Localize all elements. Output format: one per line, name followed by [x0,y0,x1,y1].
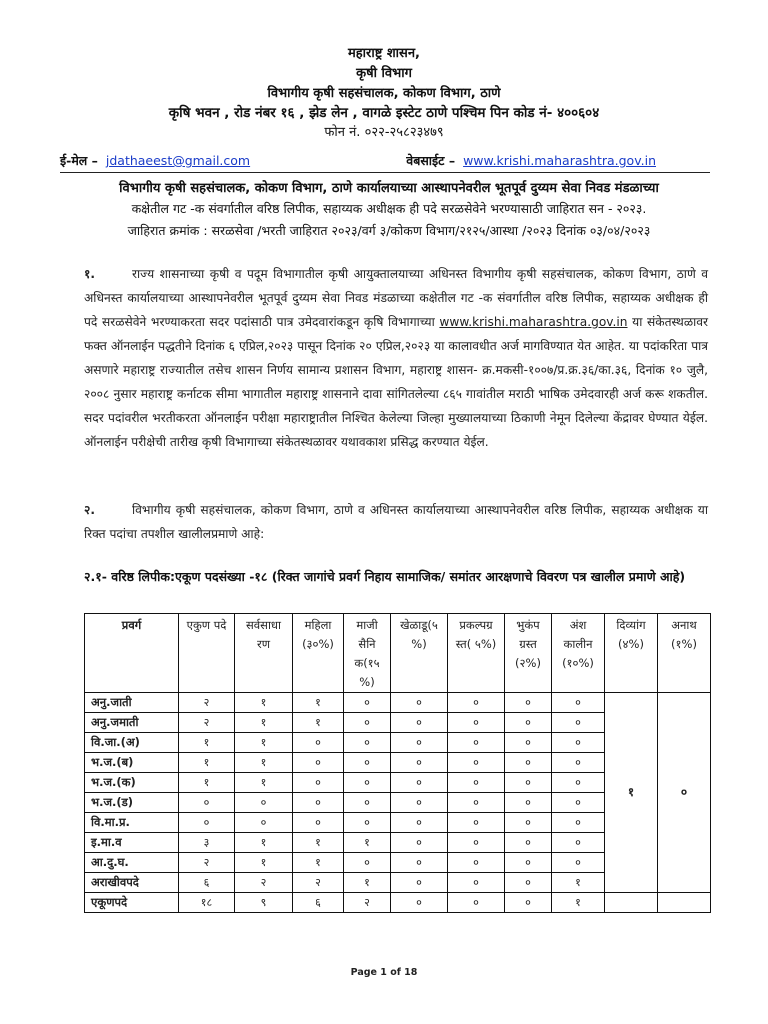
row-category: आ.दु.घ. [85,853,179,873]
cell: ० [448,893,505,913]
cell: ० [448,793,505,813]
cell: ० [344,693,391,713]
cell: ० [391,793,448,813]
cell: ० [391,893,448,913]
page-number: Page 1 of 18 [350,967,418,978]
cell: १८ [179,893,235,913]
cell: ० [391,733,448,753]
cell: ० [552,693,605,713]
col-header-total: एकुण पदे [179,614,235,693]
cell: १ [235,833,293,853]
cell: ० [391,693,448,713]
cell: २ [344,893,391,913]
cell: ० [344,733,391,753]
table-row [85,693,711,713]
header-department: कृषी विभाग [356,66,412,81]
cell: ० [448,753,505,773]
header-address: कृषि भवन , रोड नंबर १६ , झेड लेन , वागळे इस्टेट ठाणे पश्चिम पिन कोड नं- ४००६०४ [168,105,600,121]
cell: २ [179,713,235,733]
paragraph-1-number: १. [84,267,95,281]
cell: ० [391,813,448,833]
cell: १ [344,873,391,893]
email-label: ई-मेल – [60,153,98,168]
cell: १ [293,853,344,873]
cell: १ [293,713,344,733]
cell: ० [448,713,505,733]
reservation-table [84,613,711,913]
section-2-1-title: २.१- वरिष्ठ लिपीक:एकूण पदसंख्या -१८ (रिक्त जागांचे प्रवर्ग निहाय सामाजिक/ समांतर आरक्षणाचे विवरण पत्र खालील प्रमाणे आहे) [84,569,686,584]
cell: १ [552,873,605,893]
cell: ० [391,873,448,893]
row-category: अनु.जाती [85,693,179,713]
col-header-sports: खेळाडू(५ %) [391,614,448,693]
row-category: अनु.जमाती [85,713,179,733]
subject-line-1: विभागीय कृषी सहसंचालक, कोकण विभाग, ठाणे कार्यालयाच्या आस्थापनेवरील भूतपूर्व दुय्यम सेवा निवड मंडळाच्या [119,181,659,196]
paragraph-1-text-a: राज्य शासनाच्या कृषी व पदूम विभागातील कृषी आयुक्तालयाच्या अधिनस्त विभागीय कृषी सहसंचालक, कोकण विभाग, ठाणे व अधिनस्त कार्यालयाच्या आस्थापनेवरील भूतपूर्व दुय्यम सेवा निवड मंडळाच्या कक्षेतील गट -क संवर्गातील वरिष्ठ लिपीक, सहाय्यक अधीक्षक ही पदे सरळसेवेने भरण्याकरता सदर पदांसाठी पात्र उमेदवारांकडून कृषि विभागाच्या [84,267,708,329]
advertisement-number: जाहिरात क्रमांक : सरळसेवा /भरती जाहिरात २०२३/वर्ग ३/कोकण विभाग/२१२५/आस्था /२०२३ दिनांक ०३/०४/२०२३ [127,223,651,238]
cell: ० [293,753,344,773]
cell: ० [448,733,505,753]
cell: १ [344,833,391,853]
cell: ९ [235,893,293,913]
cell: ० [448,693,505,713]
cell: ० [552,713,605,733]
row-category: वि.जा.(अ) [85,733,179,753]
cell: २ [293,873,344,893]
cell: ० [179,793,235,813]
cell: ० [293,813,344,833]
col-header-ex-servicemen: माजी सैनि क(१५ %) [344,614,391,693]
paragraph-1-text-b: या संकेतस्थळावर फक्त ऑनलाईन पद्धतीने दिनांक ६ एप्रिल,२०२३ पासून दिनांक २० एप्रिल,२०२३ या कालावधीत अर्ज मागविण्यात येत आहेत. या पदांकरिता पात्र असणारे महाराष्ट्र राज्यातील तसेच शासन निर्णय सामान्य प्रशासन विभाग, महाराष्ट्र शासन- क्र.मकसी-१००७/प्र.क्र.३६/का.३६, दिनांक १० जुलै, २००८ नुसार महाराष्ट्र कर्नाटक सीमा भागातील महाराष्ट्र शासनाने दावा सांगितलेल्या ८६५ गावांतील मराठी भाषिक उमेदवारही अर्ज करू शकतील. सदर पदांवरील भरतीकरता ऑनलाईन परीक्षा महाराष्ट्रातील निश्चित केलेल्या जिल्हा मुख्यालयाच्या ठिकाणी नेमून दिलेल्या केंद्रावर घेण्यात येईल. ऑनलाईन परीक्षेची तारीख कृषी विभागाच्या संकेतस्थळावर यथावकाश प्रसिद्ध करण्यात येईल. [84,315,709,449]
cell: १ [235,733,293,753]
cell: ६ [179,873,235,893]
cell: १ [235,713,293,733]
cell: ० [448,853,505,873]
cell: ० [344,713,391,733]
divyang-merged-cell: १ [605,693,658,893]
cell: ० [552,813,605,833]
cell: ० [391,713,448,733]
email-link[interactable]: jdathaeest@gmail.com [105,153,251,168]
cell: ० [391,773,448,793]
cell: ६ [293,893,344,913]
cell: ३ [179,833,235,853]
cell: १ [235,753,293,773]
cell: ० [448,813,505,833]
cell: ० [235,813,293,833]
paragraph-2-number: २. [84,503,95,517]
col-header-divyang: दिव्यांग (४%) [605,614,658,693]
cell: ० [293,733,344,753]
cell: ० [344,773,391,793]
cell: ० [344,793,391,813]
cell: ० [391,853,448,873]
subject-line-2: कक्षेतील गट -क संवर्गातील वरिष्ठ लिपीक, सहाय्यक अधीक्षक ही पदे सरळसेवेने भरण्यासाठी जाहिरात सन - २०२३. [131,201,647,216]
cell: १ [235,693,293,713]
header-phone: फोन नं. ०२२-२५८२३४७९ [324,125,444,140]
cell: १ [179,733,235,753]
cell: ० [293,773,344,793]
cell: ० [505,853,552,873]
col-header-orphan: अनाथ (१%) [658,614,711,693]
col-header-project-affected: प्रकल्पग्र स्त( ५%) [448,614,505,693]
header-government: महाराष्ट्र शासन, [348,46,420,61]
header-divider [60,172,710,173]
cell: ० [293,793,344,813]
cell: ० [448,873,505,893]
cell: ० [552,753,605,773]
paragraph-2-text: विभागीय कृषी सहसंचालक, कोकण विभाग, ठाणे व अधिनस्त कार्यालयाच्या आस्थापनेवरील वरिष्ठ लिपीक, सहाय्यक अधीक्षक या रिक्त पदांचा तपशील खालीलप्रमाणे आहे: [84,503,708,541]
cell: ० [344,753,391,773]
header-office: विभागीय कृषी सहसंचालक, कोकण विभाग, ठाणे [267,86,501,101]
row-category: भ.ज.(ब) [85,753,179,773]
cell: ० [448,773,505,793]
cell: १ [235,773,293,793]
col-header-women: महिला (३०%) [293,614,344,693]
cell-total-divyang [605,893,658,913]
col-header-category: प्रवर्ग [85,614,179,693]
cell: ० [235,793,293,813]
cell: ० [552,833,605,853]
cell: ० [552,773,605,793]
paragraph-2 [84,498,708,546]
cell: ० [552,793,605,813]
email-block [60,152,250,169]
cell-total-orphan [658,893,711,913]
cell: ० [505,773,552,793]
website-label: वेबसाईट – [406,153,456,168]
row-category: वि.मा.प्र. [85,813,179,833]
table-header-row [85,614,711,693]
cell: ० [344,853,391,873]
cell: १ [552,893,605,913]
row-category: भ.ज.(ड) [85,793,179,813]
cell: ० [391,753,448,773]
contact-line [60,152,708,172]
cell: ० [344,813,391,833]
cell: ० [448,833,505,853]
cell: ० [179,813,235,833]
orphan-merged-cell: ० [658,693,711,893]
table-total-row [85,893,711,913]
cell: ० [505,893,552,913]
paragraph-1 [84,262,708,454]
cell: ० [552,733,605,753]
col-header-earthquake-affected: भुकंप ग्रस्त (२%) [505,614,552,693]
row-category: इ.मा.व [85,833,179,853]
cell: ० [505,793,552,813]
cell: ० [505,873,552,893]
cell: ० [505,813,552,833]
cell: ० [505,833,552,853]
cell: ० [505,753,552,773]
website-link[interactable]: www.krishi.maharashtra.gov.in [463,153,656,168]
cell: २ [235,873,293,893]
col-header-general: सर्वसाधा रण [235,614,293,693]
col-header-part-time: अंश कालीन (१०%) [552,614,605,693]
row-category-total: एकूणपदे [85,893,179,913]
cell: ० [505,713,552,733]
cell: १ [179,773,235,793]
row-category: अराखीवपदे [85,873,179,893]
cell: १ [179,753,235,773]
cell: १ [293,833,344,853]
paragraph-1-website-link[interactable]: www.krishi.maharashtra.gov.in [439,315,628,329]
cell: १ [293,693,344,713]
cell: १ [235,853,293,873]
cell: २ [179,853,235,873]
website-block [406,152,656,169]
cell: ० [552,853,605,873]
cell: ० [391,833,448,853]
cell: ० [505,733,552,753]
row-category: भ.ज.(क) [85,773,179,793]
cell: ० [505,693,552,713]
cell: २ [179,693,235,713]
